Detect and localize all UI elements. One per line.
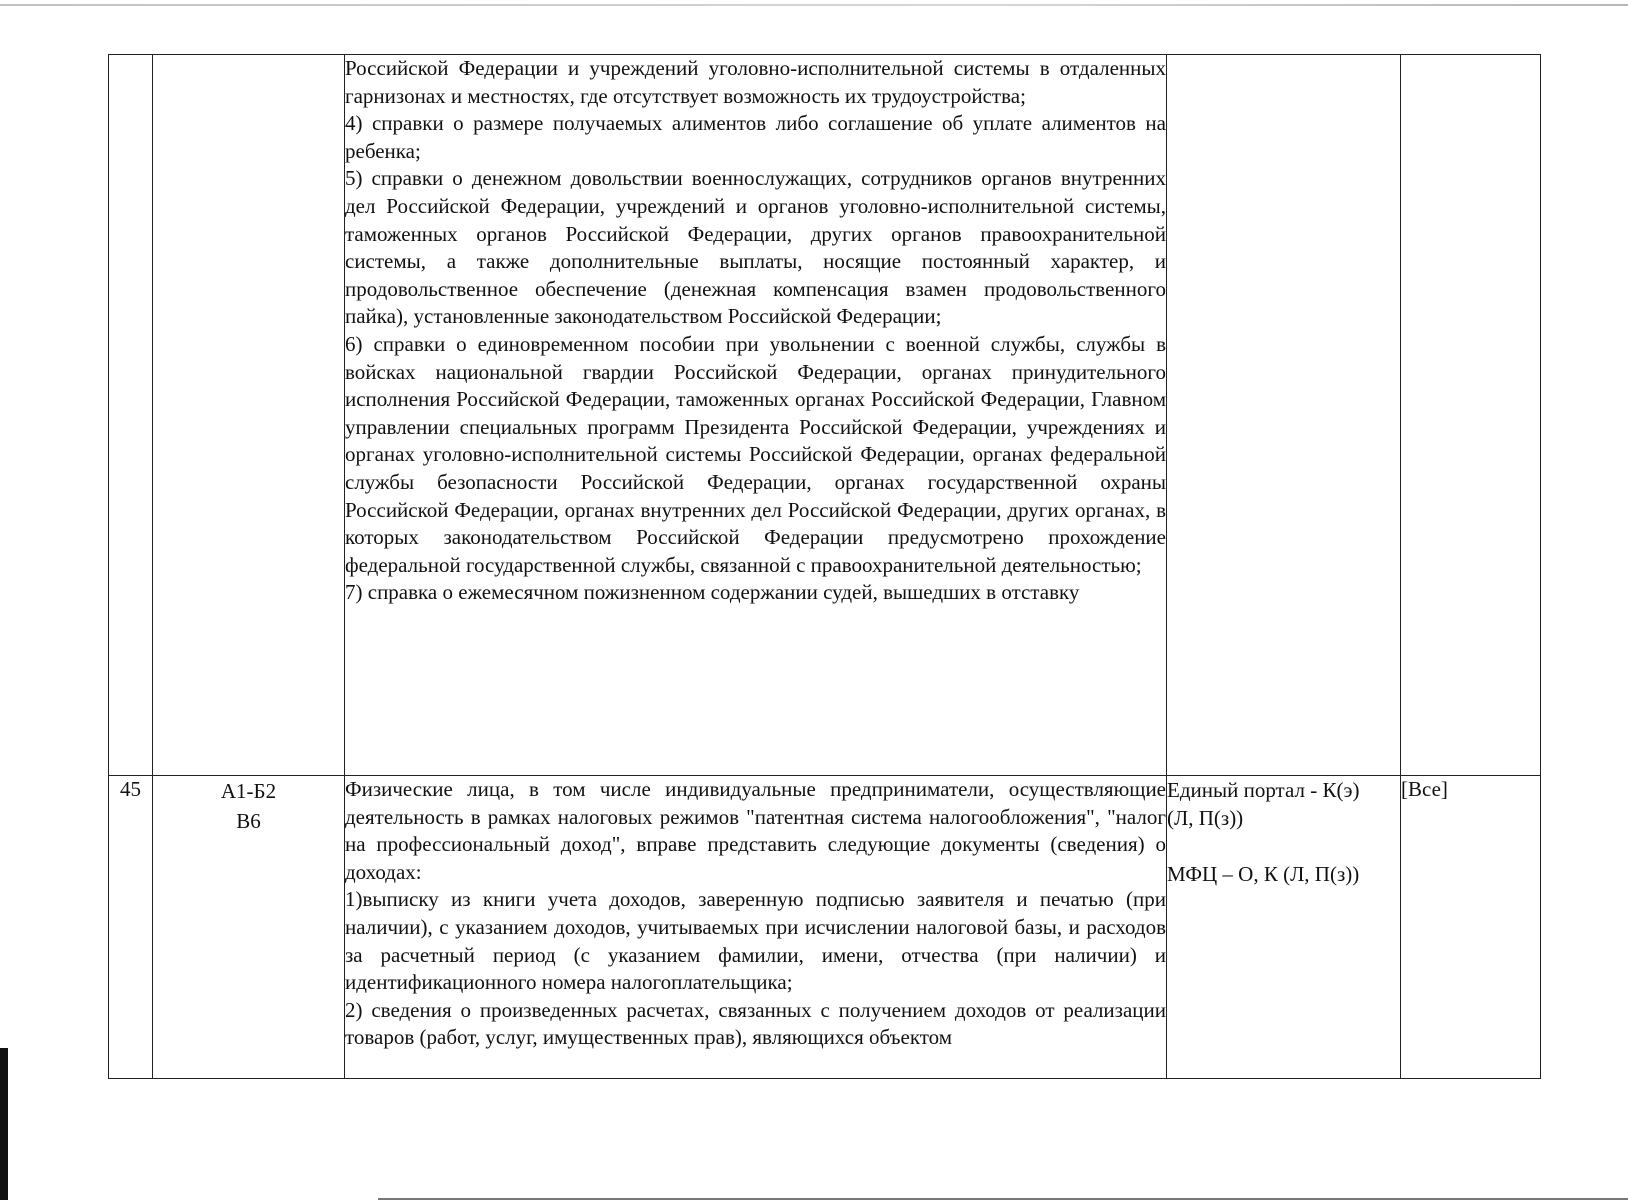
paragraph: Физические лица, в том числе индивидуальные предприниматели, осуществляющие деятельность в рамках налоговых режимов "патентная система налогообложения", "налог на профессиональный доход", вправе представить следующие документы (сведения) о доходах: bbox=[345, 777, 1166, 884]
scan-edge-left bbox=[0, 1048, 8, 1200]
documents-cell bbox=[345, 55, 1167, 776]
scan-edge-top bbox=[0, 4, 1628, 6]
paragraph: 6) справки о единовременном пособии при увольнении с военной службы, службы в войсках национальной гвардии Российской Федерации, органах принудительного исполнения Российской Федерации, таможенных органах Российской Федерации, Главном управлении специальных программ Президента Российской Федерации, учреждениях и органах уголовно-исполнительной системы Российской Федерации, органах федеральной службы безопасности Российской Федерации, органах государственной охраны Российской Федерации, органах внутренних дел Российской Федерации, других органах, в которых законодательством Российской Федерации предусмотрено прохождение федеральной государственной службы, связанной с правоохранительной деятельностью; bbox=[345, 331, 1166, 577]
table-row bbox=[109, 776, 1541, 1079]
code-label: А1-Б2 bbox=[220, 779, 277, 803]
portal-cell bbox=[1167, 776, 1401, 1079]
portal-cell bbox=[1167, 55, 1401, 776]
row-number-cell bbox=[109, 55, 153, 776]
scope-cell bbox=[1401, 55, 1541, 776]
paragraph: Российской Федерации и учреждений уголовно-исполнительной системы в отдаленных гарнизонах и местностях, где отсутствует возможность их трудоустройства; bbox=[345, 56, 1166, 108]
documents-cell bbox=[345, 776, 1167, 1079]
paragraph: 4) справки о размере получаемых алиментов либо соглашение об уплате алиментов на ребенка; bbox=[345, 111, 1166, 163]
portal-line: (Л, П(з)) bbox=[1167, 806, 1244, 830]
scope-cell: [Все] bbox=[1401, 776, 1541, 1079]
table-row bbox=[109, 55, 1541, 776]
paragraph: 5) справки о денежном довольствии военнослужащих, сотрудников органов внутренних дел Российской Федерации, учреждений и органов уголовно-исполнительной системы, таможенных органов Российской Федерации, других органов правоохранительной системы, а также дополнительные выплаты, носящие постоянный характер, и продовольственное обеспечение (денежная компенсация взамен продовольственного пайка), установленные законодательством Российской Федерации; bbox=[345, 166, 1166, 329]
row-number-cell: 45 bbox=[109, 776, 153, 1079]
portal-line: Единый портал - К(э) bbox=[1167, 778, 1360, 802]
codes-cell bbox=[153, 55, 345, 776]
paragraph: 7) справка о ежемесячном пожизненном содержании судей, вышедших в отставку bbox=[345, 580, 1080, 605]
code-label: В6 bbox=[236, 809, 261, 833]
document-table bbox=[108, 54, 1541, 1079]
paragraph: 2) сведения о произведенных расчетах, связанных с получением доходов от реализации товаров (работ, услуг, имущественных прав), являющихся объектом bbox=[345, 997, 1166, 1050]
paragraph: 1)выписку из книги учета доходов, заверенную подписью заявителя и печатью (при наличии), с указанием доходов, учитываемых при исчислении налоговой базы, и расходов за расчетный период (с указанием фамилии, имени, отчества (при наличии) и идентификационного номера налогоплательщика; bbox=[345, 887, 1166, 995]
portal-line: МФЦ – О, К (Л, П(з)) bbox=[1167, 862, 1360, 886]
codes-cell bbox=[153, 776, 345, 1079]
